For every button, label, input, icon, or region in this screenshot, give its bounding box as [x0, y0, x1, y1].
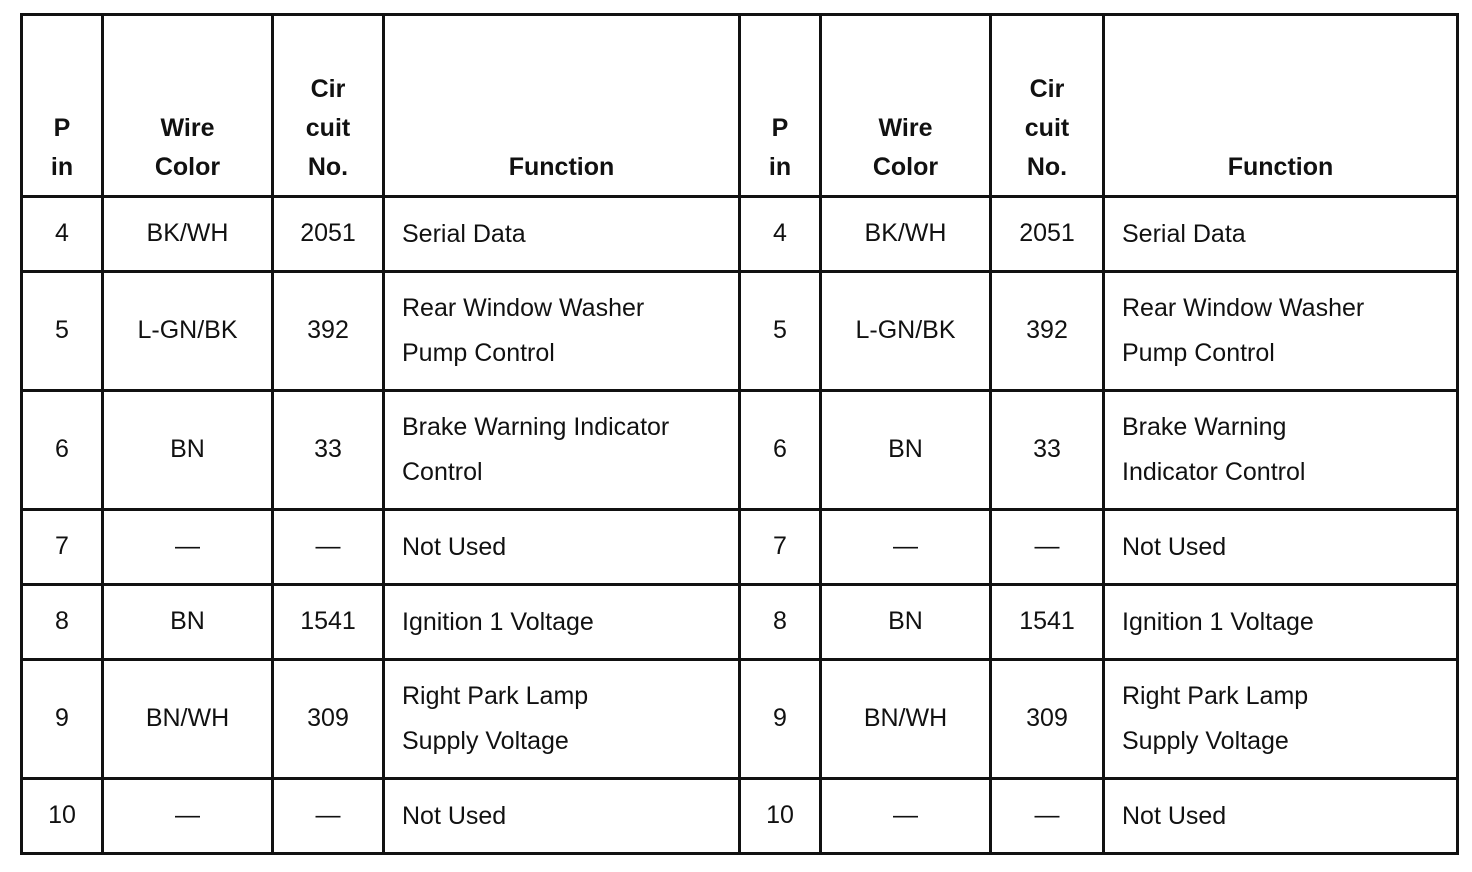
header-wire-color: Wire Color — [103, 15, 273, 197]
wire-color-cell: BK/WH — [821, 197, 991, 272]
pin-cell: 6 — [740, 391, 821, 510]
wire-color-cell: BN — [821, 585, 991, 660]
pin-cell: 7 — [740, 510, 821, 585]
table-row — [22, 197, 1458, 272]
circuit-cell: 309 — [273, 660, 384, 779]
function-cell: Rear Window Washer Pump Control — [384, 272, 740, 391]
table-row — [22, 779, 1458, 854]
circuit-cell: — — [991, 779, 1104, 854]
wire-color-cell: BN — [103, 585, 273, 660]
function-cell: Serial Data — [1104, 197, 1458, 272]
table-row — [22, 510, 1458, 585]
pin-cell: 6 — [22, 391, 103, 510]
wire-color-cell: — — [103, 779, 273, 854]
table-row — [22, 391, 1458, 510]
wire-color-cell: L-GN/BK — [103, 272, 273, 391]
circuit-cell: 392 — [991, 272, 1104, 391]
wire-color-cell: BN/WH — [103, 660, 273, 779]
pin-cell: 4 — [22, 197, 103, 272]
function-cell: Ignition 1 Voltage — [384, 585, 740, 660]
function-cell: Ignition 1 Voltage — [1104, 585, 1458, 660]
header-row — [22, 15, 1458, 197]
wire-color-cell: L-GN/BK — [821, 272, 991, 391]
table-row — [22, 585, 1458, 660]
pin-cell: 10 — [22, 779, 103, 854]
wire-color-cell: BN/WH — [821, 660, 991, 779]
circuit-cell: 33 — [273, 391, 384, 510]
header-function: Function — [384, 15, 740, 197]
header-function: Function — [1104, 15, 1458, 197]
function-cell: Not Used — [1104, 779, 1458, 854]
wire-color-cell: — — [821, 779, 991, 854]
pin-cell: 8 — [740, 585, 821, 660]
header-circuit-no: Cir cuit No. — [991, 15, 1104, 197]
connector-pinout-table — [20, 13, 1459, 855]
circuit-cell: 1541 — [273, 585, 384, 660]
table-row — [22, 272, 1458, 391]
pinout-table-container — [20, 13, 1459, 855]
circuit-cell: 33 — [991, 391, 1104, 510]
circuit-cell: 2051 — [991, 197, 1104, 272]
wire-color-cell: BN — [821, 391, 991, 510]
function-cell: Not Used — [384, 510, 740, 585]
function-cell: Serial Data — [384, 197, 740, 272]
circuit-cell: 392 — [273, 272, 384, 391]
function-cell: Brake Warning Indicator Control — [1104, 391, 1458, 510]
table-row — [22, 660, 1458, 779]
circuit-cell: 2051 — [273, 197, 384, 272]
circuit-cell: — — [991, 510, 1104, 585]
pin-cell: 5 — [740, 272, 821, 391]
pin-cell: 9 — [22, 660, 103, 779]
wire-color-cell: BK/WH — [103, 197, 273, 272]
header-circuit-no: Cir cuit No. — [273, 15, 384, 197]
pin-cell: 7 — [22, 510, 103, 585]
pin-cell: 5 — [22, 272, 103, 391]
function-cell: Right Park Lamp Supply Voltage — [384, 660, 740, 779]
circuit-cell: — — [273, 510, 384, 585]
function-cell: Right Park Lamp Supply Voltage — [1104, 660, 1458, 779]
header-wire-color: Wire Color — [821, 15, 991, 197]
pin-cell: 4 — [740, 197, 821, 272]
function-cell: Not Used — [1104, 510, 1458, 585]
pin-cell: 9 — [740, 660, 821, 779]
wire-color-cell: BN — [103, 391, 273, 510]
wire-color-cell: — — [103, 510, 273, 585]
circuit-cell: — — [273, 779, 384, 854]
function-cell: Brake Warning Indicator Control — [384, 391, 740, 510]
pin-cell: 8 — [22, 585, 103, 660]
wire-color-cell: — — [821, 510, 991, 585]
header-pin: P in — [740, 15, 821, 197]
function-cell: Not Used — [384, 779, 740, 854]
function-cell: Rear Window Washer Pump Control — [1104, 272, 1458, 391]
circuit-cell: 309 — [991, 660, 1104, 779]
header-pin: P in — [22, 15, 103, 197]
circuit-cell: 1541 — [991, 585, 1104, 660]
pin-cell: 10 — [740, 779, 821, 854]
